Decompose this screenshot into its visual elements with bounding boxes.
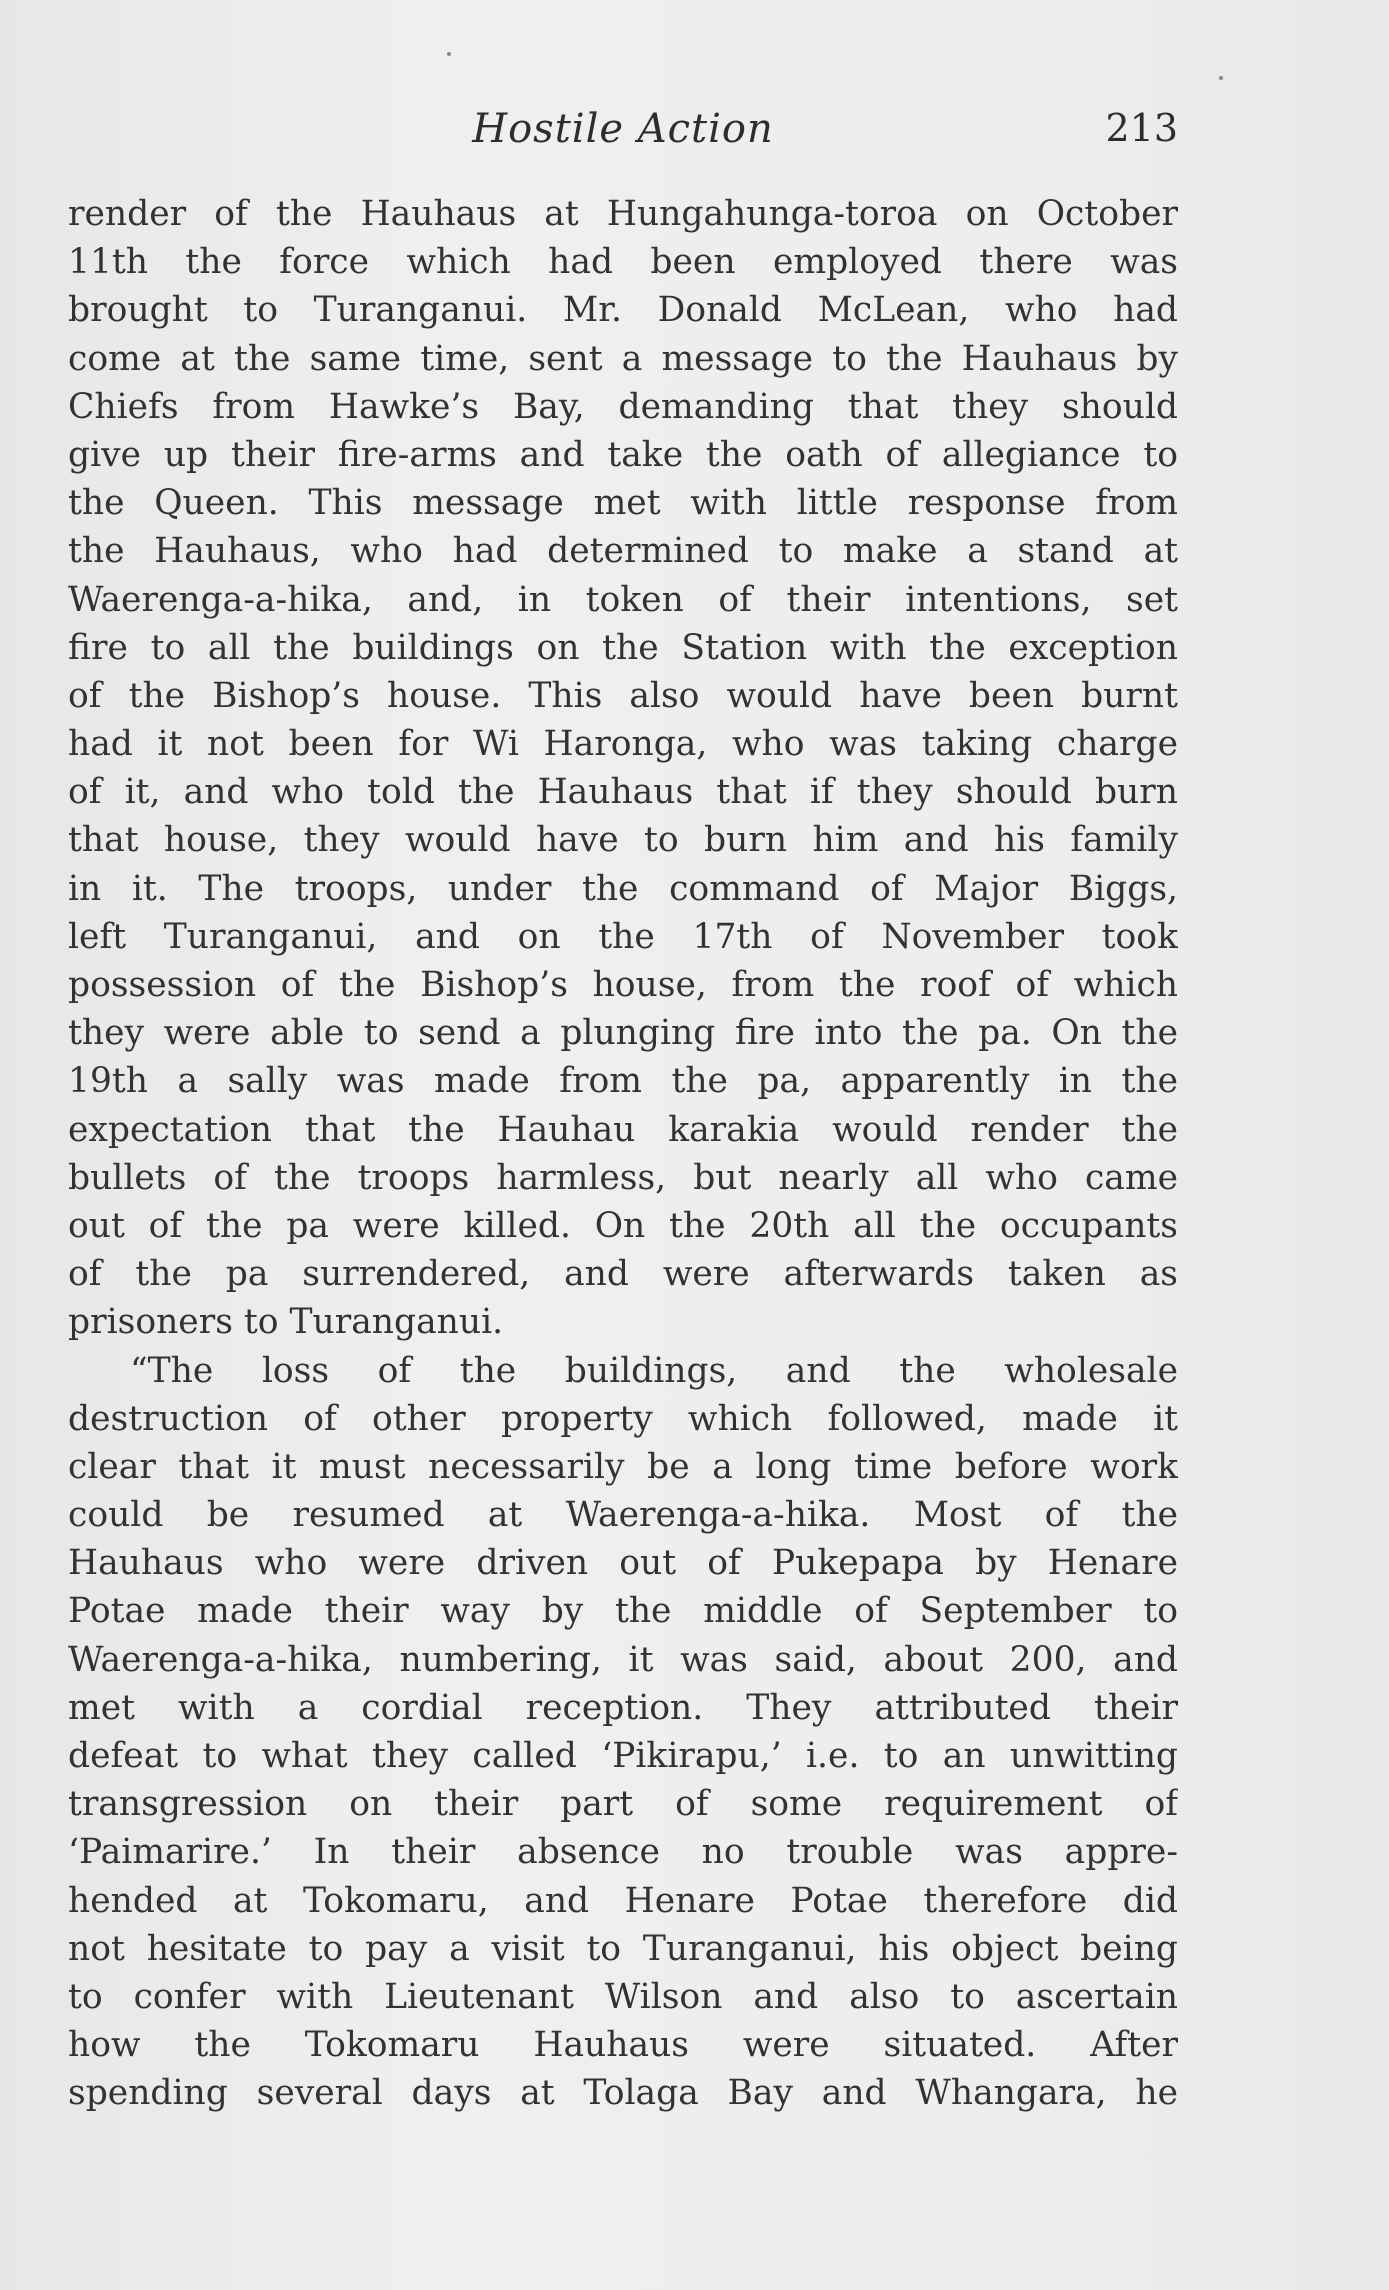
paragraph-1 [68,190,1178,1347]
paragraph-2 [68,1347,1178,2118]
paper-speck [447,52,451,56]
text-line: hended at Tokomaru, and Henare Potae therefore did [68,1880,1178,1921]
text-line: brought to Turanganui. Mr. Donald McLean, who had [68,290,1178,331]
text-line: ‘Paimarire.’ In their absence no trouble was appre- [68,1832,1178,1873]
running-title: Hostile Action [472,106,774,152]
text-line: of it, and who told the Hauhaus that if they should burn [68,772,1178,813]
text-line: defeat to what they called ‘Pikirapu,’ i.e. to an unwitting [68,1736,1178,1776]
text-line: 11th the force which had been employed there was [68,242,1178,283]
text-line: “The loss of the buildings, and the wholesale [130,1350,1178,1391]
text-line: transgression on their part of some requirement of [68,1784,1178,1825]
text-line: how the Tokomaru Hauhaus were situated. After [68,2025,1178,2066]
text-line: in it. The troops, under the command of Major Biggs, [68,868,1178,909]
text-line: come at the same time, sent a message to the Hauhaus by [68,338,1178,379]
text-line: the Queen. This message met with little response from [68,483,1178,524]
text-line: not hesitate to pay a visit to Turanganui, his object being [68,1928,1178,1969]
text-line: could be resumed at Waerenga-a-hika. Most of the [68,1495,1178,1536]
text-line: they were able to send a plunging fire into the pa. On the [68,1013,1178,1054]
text-line: the Hauhaus, who had determined to make a stand at [68,531,1178,572]
text-line: Potae made their way by the middle of September to [68,1591,1178,1632]
text-line: left Turanganui, and on the 17th of November took [68,916,1178,957]
text-line: prisoners to Turanganui. [68,1302,504,1343]
paper-speck [1219,76,1223,80]
text-line: out of the pa were killed. On the 20th all the occupants [68,1205,1178,1246]
text-line: clear that it must necessarily be a long time before work [68,1446,1178,1487]
text-line: render of the Hauhaus at Hungahunga-toroa on October [68,194,1178,234]
text-line: Waerenga-a-hika, and, in token of their intentions, set [68,579,1178,620]
body-text [68,190,1178,2118]
text-line: of the Bishop’s house. This also would have been burnt [68,675,1178,716]
text-line: destruction of other property which followed, made it [68,1398,1178,1439]
text-line: Hauhaus who were driven out of Pukepapa by Henare [68,1543,1178,1584]
text-line: fire to all the buildings on the Station with the exception [68,627,1178,668]
text-line: of the pa surrendered, and were afterwards taken as [68,1254,1178,1295]
text-line: that house, they would have to burn him and his family [68,820,1178,861]
text-line: 19th a sally was made from the pa, apparently in the [68,1061,1178,1102]
text-line: spending several days at Tolaga Bay and Whangara, he [68,2073,1178,2114]
text-line: Chiefs from Hawke’s Bay, demanding that they should [68,386,1178,427]
text-line: expectation that the Hauhau karakia would render the [68,1109,1178,1150]
running-head [68,106,1178,166]
text-line: met with a cordial reception. They attributed their [68,1687,1178,1728]
text-line: possession of the Bishop’s house, from the roof of which [68,965,1178,1005]
page-number: 213 [1105,106,1178,150]
text-line: give up their fire-arms and take the oath of allegiance to [68,434,1178,475]
text-line: had it not been for Wi Haronga, who was taking charge [68,724,1178,765]
text-line: bullets of the troops harmless, but nearly all who came [68,1157,1178,1198]
text-line: to confer with Lieutenant Wilson and also to ascertain [68,1976,1178,2017]
text-line: Waerenga-a-hika, numbering, it was said, about 200, and [68,1639,1178,1680]
